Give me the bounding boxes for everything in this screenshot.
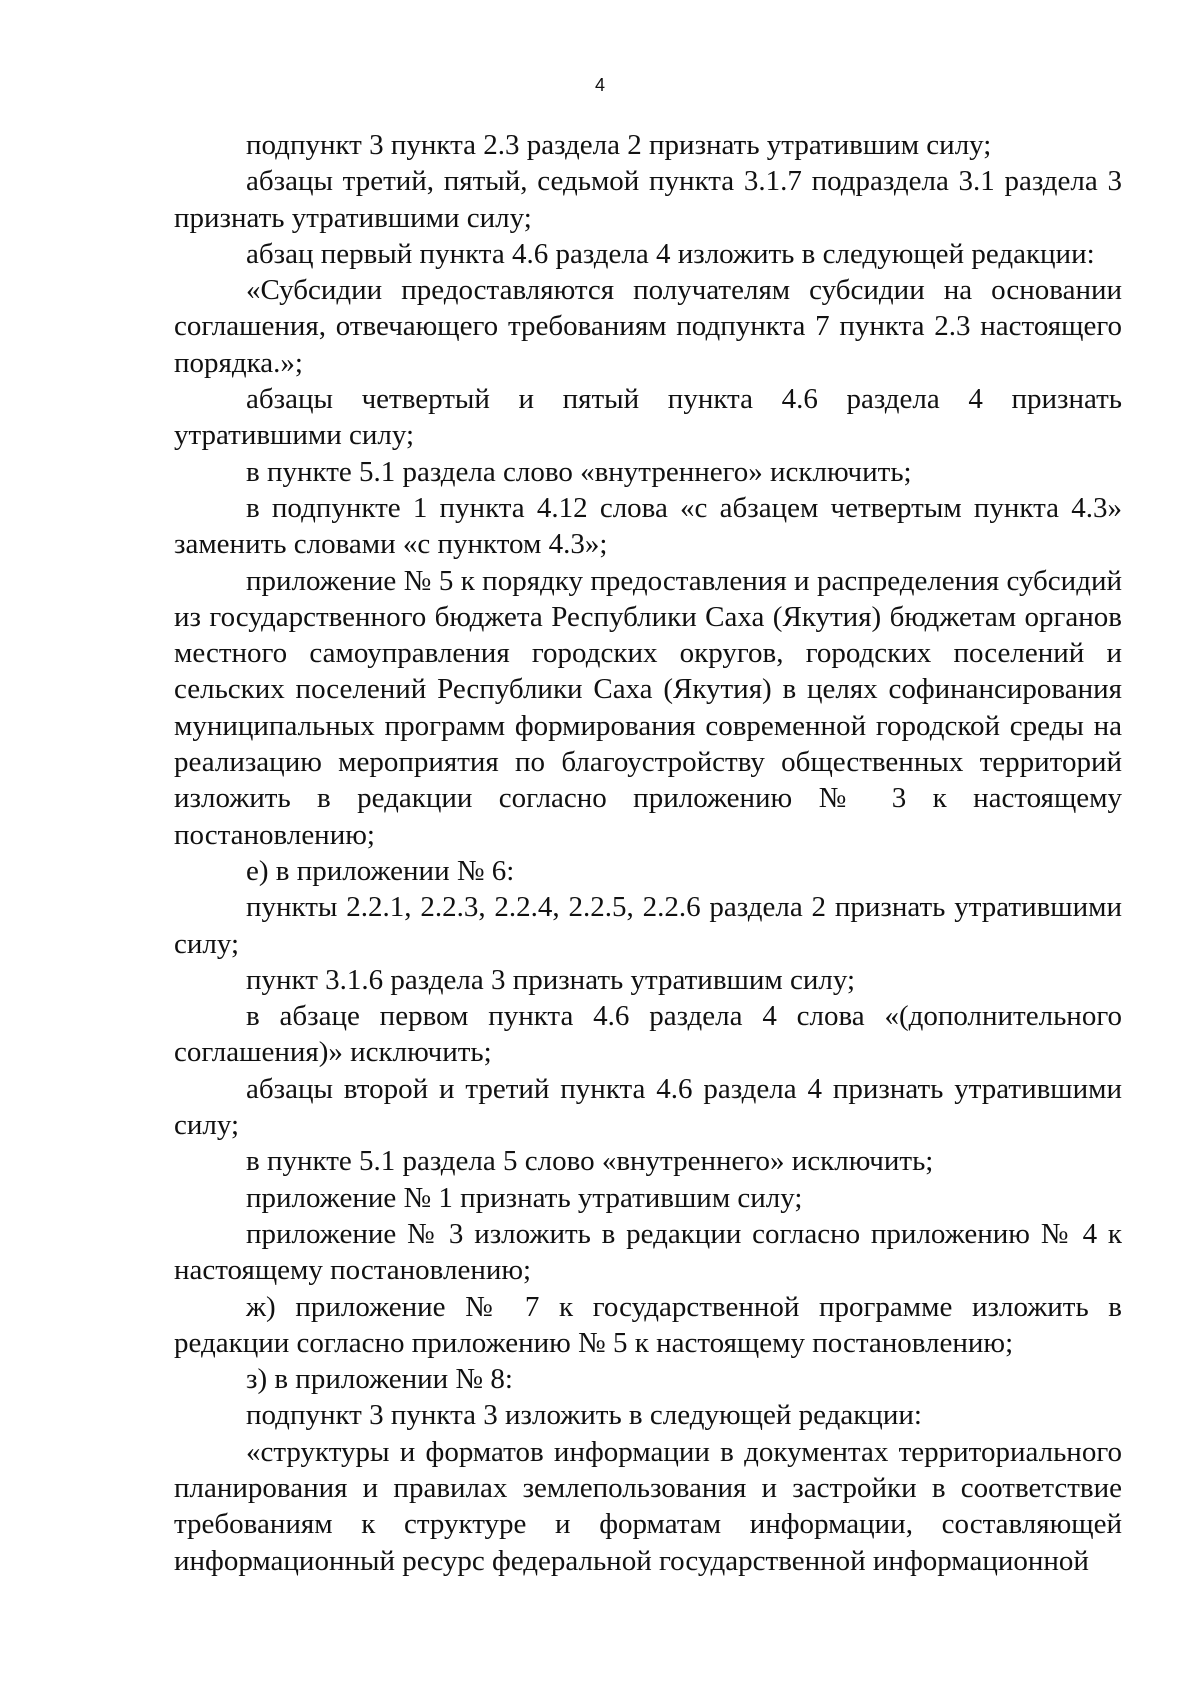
paragraph: приложение № 3 изложить в редакции согласно приложению № 4 к настоящему постановлению; — [174, 1217, 1122, 1287]
paragraph: ж) приложение № 7 к государственной программе изложить в редакции согласно приложению № 5 к настоящему постановлению; — [174, 1290, 1122, 1359]
paragraph: абзац первый пункта 4.6 раздела 4 изложить в следующей редакции: — [246, 237, 1095, 270]
paragraph: в пункте 5.1 раздела 5 слово «внутреннего» исключить; — [246, 1145, 934, 1178]
paragraph: в пункте 5.1 раздела слово «внутреннего» исключить; — [246, 455, 912, 488]
paragraph: пункт 3.1.6 раздела 3 признать утратившим силу; — [246, 963, 855, 996]
paragraph: в абзаце первом пункта 4.6 раздела 4 слова «(дополнительного соглашения)» исключить; — [174, 1000, 1122, 1069]
paragraph: подпункт 3 пункта 2.3 раздела 2 признать утратившим силу; — [246, 129, 992, 161]
paragraph: приложение № 1 признать утратившим силу; — [246, 1181, 803, 1214]
paragraph: приложение № 5 к порядку предоставления и распределения субсидий из государственного бюджета Республики Саха (Якутия) бюджетам органов местного самоуправления городских округов, городских поселений и сельских поселений Республики Саха (Якутия) в целях софинансирования муниципальных программ формирования современной городской среды на реализацию мероприятия по благоустройству общественных территорий изложить в редакции согласно приложению № 3 к настоящему постановлению; — [174, 564, 1122, 851]
paragraph: в подпункте 1 пункта 4.12 слова «с абзацем четвертым пункта 4.3» заменить словами «с пунктом 4.3»; — [174, 491, 1122, 561]
paragraph: з) в приложении № 8: — [246, 1363, 513, 1396]
page-number: 4 — [594, 75, 605, 95]
paragraph: е) в приложении № 6: — [246, 854, 515, 887]
paragraph: абзацы второй и третий пункта 4.6 раздела 4 признать утратившими силу; — [174, 1072, 1122, 1142]
paragraph: подпункт 3 пункта 3 изложить в следующей редакции: — [246, 1399, 922, 1432]
paragraph: «структуры и форматов информации в документах территориального планирования и правилах землепользования и застройки в соответствие требованиям к структуре и форматам информации, составляющей информационный ресурс федеральной государственной информационной — [174, 1435, 1122, 1577]
paragraph: пункты 2.2.1, 2.2.3, 2.2.4, 2.2.5, 2.2.6 раздела 2 признать утратившими силу; — [174, 891, 1122, 960]
paragraph: абзацы четвертый и пятый пункта 4.6 раздела 4 признать утратившими силу; — [174, 383, 1122, 452]
paragraph: «Субсидии предоставляются получателям субсидии на основании соглашения, отвечающего требованиям подпункта 7 пункта 2.3 настоящего порядка.»; — [174, 274, 1122, 379]
document-body — [174, 127, 1122, 1579]
paragraph: абзацы третий, пятый, седьмой пункта 3.1.7 подраздела 3.1 раздела 3 признать утратившими силу; — [174, 165, 1122, 234]
